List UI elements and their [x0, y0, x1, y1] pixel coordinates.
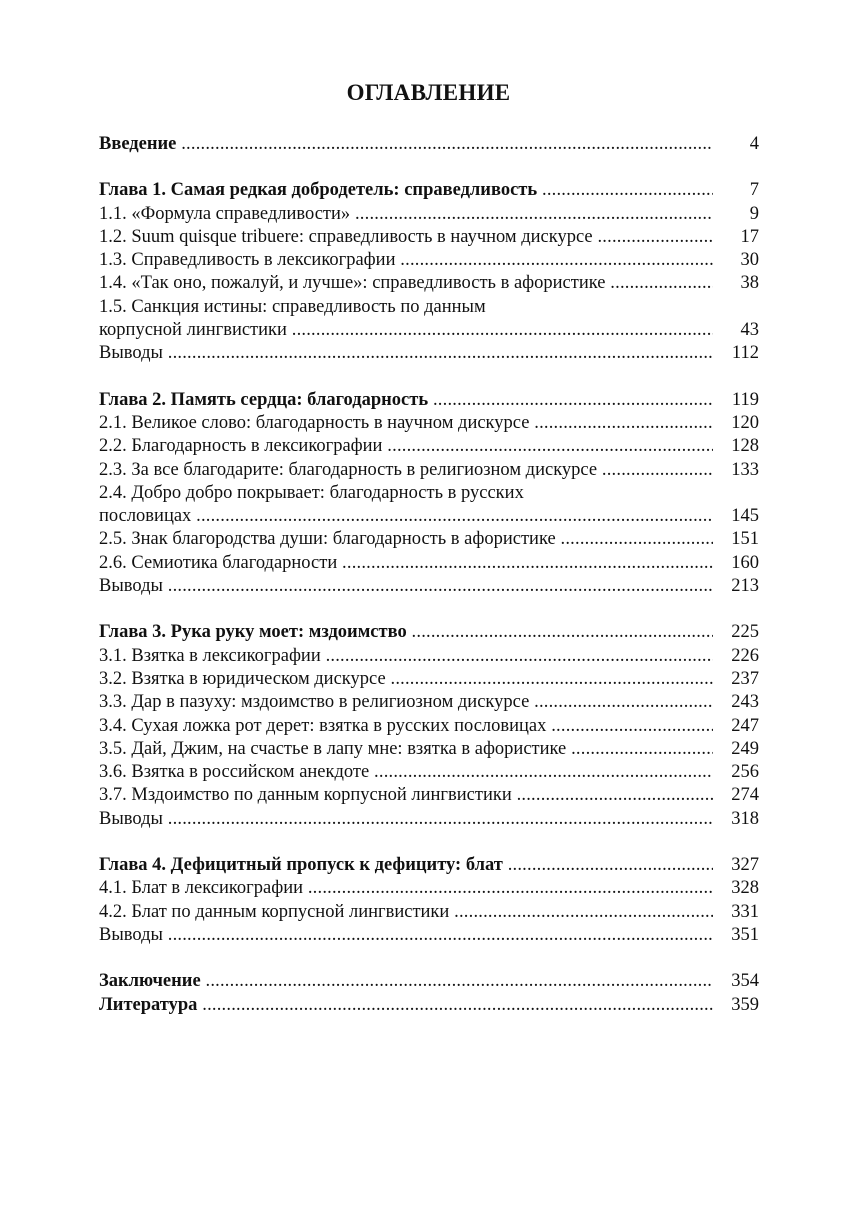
toc-entry-label: 2.2. Благодарность в лексикографии — [99, 436, 383, 457]
toc-page-number: 151 — [731, 529, 759, 550]
toc-page-number: 17 — [740, 226, 759, 247]
toc-entry-label: 2.5. Знак благородства души: благодарность в афористике — [99, 529, 556, 550]
toc-entry-label: 4.2. Блат по данным корпусной лингвистики — [99, 901, 450, 922]
toc-page-number: 354 — [731, 971, 759, 992]
toc-page-number: 112 — [731, 343, 759, 364]
toc-entry — [99, 668, 759, 691]
toc-entry — [99, 784, 759, 807]
toc-entry-label: 3.6. Взятка в российском анекдоте — [99, 762, 370, 783]
toc-section — [99, 389, 759, 599]
toc-entry-text — [99, 901, 713, 924]
toc-entry-text — [99, 296, 713, 319]
toc-entry — [99, 901, 759, 924]
toc-page-number: 256 — [731, 762, 759, 783]
toc-entry-text — [99, 342, 713, 365]
toc-entry-label: Глава 1. Самая редкая добродетель: справедливость — [99, 180, 538, 201]
toc-entry-text — [99, 528, 713, 551]
toc-page-number: 145 — [731, 506, 759, 527]
toc-entry-text — [99, 854, 713, 877]
toc-entry-text — [99, 970, 713, 993]
toc-section — [99, 179, 759, 365]
toc-entry-text — [99, 784, 713, 807]
toc-section — [99, 970, 759, 1017]
toc-page-number: 274 — [731, 785, 759, 806]
toc-entry-text — [99, 994, 713, 1017]
toc-entry — [99, 272, 759, 295]
toc-entry-label: 1.3. Справедливость в лексикографии — [99, 250, 396, 271]
toc-entry-label: Глава 2. Память сердца: благодарность — [99, 389, 429, 410]
toc-entry — [99, 715, 759, 738]
toc-entry-text — [99, 505, 713, 528]
toc-section — [99, 133, 759, 156]
toc-entry-text — [99, 435, 713, 458]
toc-page-number: 247 — [731, 715, 759, 736]
toc-entry-label: 3.7. Мздоимство по данным корпусной лингвистики — [99, 785, 512, 806]
toc-entry-label: 4.1. Блат в лексикографии — [99, 878, 304, 899]
toc-page-number: 225 — [731, 622, 759, 643]
toc-entry-text — [99, 482, 713, 505]
toc-entry-text — [99, 715, 713, 738]
toc-page-number: 4 — [749, 134, 759, 154]
toc-page-number: 359 — [731, 994, 759, 1015]
toc-entry — [99, 482, 759, 505]
toc-entry-label: 2.1. Великое слово: благодарность в научном дискурсе — [99, 412, 530, 433]
toc-page-number: 226 — [731, 645, 759, 666]
toc-page-number: 328 — [731, 878, 759, 899]
toc-entry — [99, 645, 759, 668]
toc-entry — [99, 575, 759, 598]
toc-entry — [99, 761, 759, 784]
toc-section — [99, 854, 759, 947]
toc-entry-label: 3.1. Взятка в лексикографии — [99, 645, 321, 666]
toc-entry-label: 2.6. Семиотика благодарности — [99, 552, 338, 573]
page-title: ОГЛАВЛЕНИЕ — [346, 80, 511, 105]
toc-entry — [99, 808, 759, 831]
toc-page-number: 249 — [731, 738, 759, 759]
toc-entry-label: 2.3. За все благодарите: благодарность в религиозном дискурсе — [99, 459, 598, 480]
toc-entry-text — [99, 272, 713, 295]
toc-page-number: 243 — [731, 692, 759, 713]
toc-entry — [99, 226, 759, 249]
toc-page-number: 120 — [731, 412, 759, 433]
table-of-contents — [99, 133, 759, 1040]
toc-entry-text — [99, 621, 713, 644]
toc-entry-text — [99, 389, 713, 412]
toc-entry-label: Выводы — [99, 808, 163, 829]
toc-entry-text — [99, 761, 713, 784]
toc-page-number: 43 — [740, 320, 759, 341]
toc-entry-text — [99, 133, 713, 156]
toc-entry-label: Глава 3. Рука руку моет: мздоимство — [99, 622, 407, 643]
toc-page-number: 119 — [731, 389, 759, 410]
toc-entry — [99, 924, 759, 947]
toc-page-number: 160 — [731, 552, 759, 573]
toc-page-number: 237 — [731, 668, 759, 689]
toc-chapter-entry — [99, 621, 759, 644]
toc-page-number: 213 — [731, 576, 759, 597]
toc-entry-text — [99, 575, 713, 598]
toc-entry-text — [99, 738, 713, 761]
toc-page-number: 9 — [749, 203, 759, 224]
toc-entry-text — [99, 203, 713, 226]
toc-chapter-entry — [99, 179, 759, 202]
toc-entry-label: 2.4. Добро добро покрывает: благодарность в русских — [99, 482, 524, 503]
toc-entry — [99, 528, 759, 551]
toc-entry-text — [99, 552, 713, 575]
toc-entry-label: 1.4. «Так оно, пожалуй, и лучше»: справедливость в афористике — [99, 273, 606, 294]
toc-page-number: 318 — [731, 808, 759, 829]
toc-entry-text — [99, 668, 713, 691]
toc-entry-text — [99, 645, 713, 668]
toc-entry — [99, 459, 759, 482]
toc-entry-text — [99, 226, 713, 249]
toc-entry — [99, 412, 759, 435]
toc-page-number: 327 — [731, 855, 759, 876]
toc-entry-text — [99, 924, 713, 947]
toc-entry-label: 3.2. Взятка в юридическом дискурсе — [99, 668, 386, 689]
toc-entry-text — [99, 691, 713, 714]
toc-entry-label: Выводы — [99, 576, 163, 597]
toc-page-number: 38 — [740, 273, 759, 294]
toc-entry-label: 1.2. Suum quisque tribuere: справедливость в научном дискурсе — [99, 226, 593, 247]
toc-entry-label: 1.5. Санкция истины: справедливость по данным — [99, 296, 486, 317]
toc-entry-text — [99, 249, 713, 272]
toc-entry — [99, 552, 759, 575]
toc-entry-label: 3.3. Дар в пазуху: мздоимство в религиозном дискурсе — [99, 692, 530, 713]
toc-entry-label: Заключение — [99, 971, 201, 992]
toc-entry — [99, 691, 759, 714]
toc-section — [99, 621, 759, 831]
toc-entry-label: 3.5. Дай, Джим, на счастье в лапу мне: взятка в афористике — [99, 738, 567, 759]
toc-entry-label: Выводы — [99, 924, 163, 945]
toc-entry — [99, 296, 759, 319]
toc-entry-label: 1.1. «Формула справедливости» — [99, 203, 351, 224]
toc-entry — [99, 342, 759, 365]
toc-entry-text — [99, 459, 713, 482]
toc-entry-label: Выводы — [99, 343, 163, 364]
toc-chapter-entry — [99, 994, 759, 1017]
toc-entry-text — [99, 808, 713, 831]
toc-entry-text — [99, 877, 713, 900]
toc-entry-label: корпусной лингвистики — [99, 320, 287, 341]
toc-chapter-entry — [99, 133, 759, 156]
toc-entry-text — [99, 319, 713, 342]
toc-entry-label: пословицах — [99, 506, 192, 527]
toc-page-number: 128 — [731, 436, 759, 457]
toc-entry — [99, 249, 759, 272]
toc-entry-text — [99, 412, 713, 435]
toc-chapter-entry — [99, 389, 759, 412]
toc-page-number: 7 — [749, 180, 759, 201]
toc-entry — [99, 738, 759, 761]
toc-entry-label: 3.4. Сухая ложка рот дерет: взятка в русских пословицах — [99, 715, 547, 736]
toc-page-number: 331 — [731, 901, 759, 922]
toc-entry — [99, 505, 759, 528]
toc-entry — [99, 877, 759, 900]
toc-entry — [99, 435, 759, 458]
toc-chapter-entry — [99, 970, 759, 993]
toc-chapter-entry — [99, 854, 759, 877]
toc-entry-text — [99, 179, 713, 202]
toc-entry-label: Введение — [99, 134, 177, 154]
toc-entry — [99, 203, 759, 226]
toc-page-number: 30 — [740, 250, 759, 271]
toc-entry-label: Глава 4. Дефицитный пропуск к дефициту: блат — [99, 855, 503, 876]
toc-page-number: 133 — [731, 459, 759, 480]
toc-entry — [99, 319, 759, 342]
toc-page-number: 351 — [731, 924, 759, 945]
toc-entry-label: Литература — [99, 994, 198, 1015]
